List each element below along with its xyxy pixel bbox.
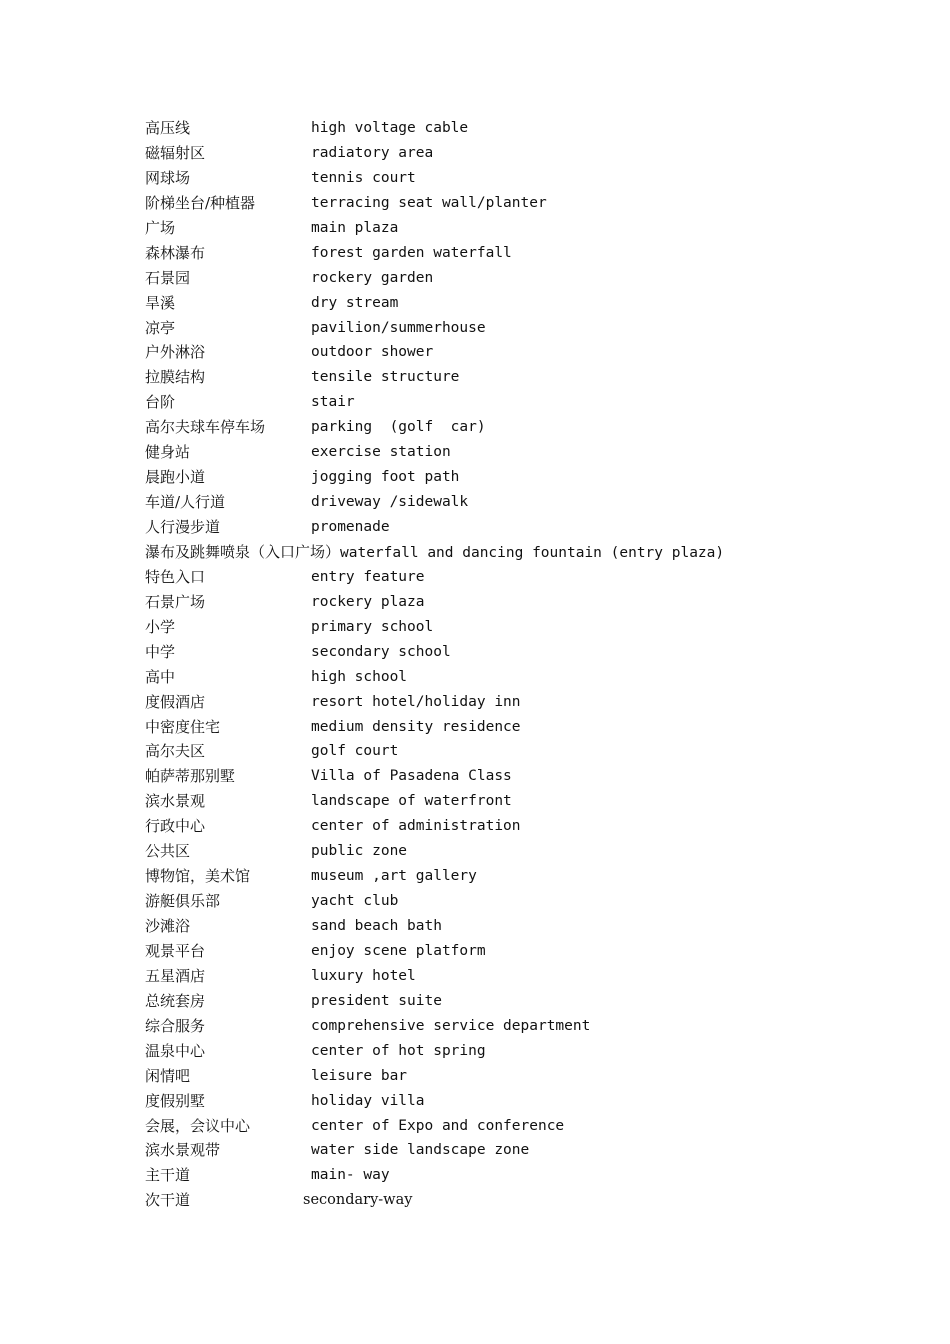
english-term: rockery garden bbox=[311, 269, 434, 286]
english-term: comprehensive service department bbox=[311, 1017, 591, 1034]
chinese-term: 帕萨蒂那别墅 bbox=[145, 767, 236, 786]
chinese-term: 度假别墅 bbox=[145, 1091, 206, 1110]
english-term: pavilion/summerhouse bbox=[311, 319, 486, 336]
chinese-term: 旱溪 bbox=[145, 293, 176, 312]
chinese-term: 台阶 bbox=[145, 393, 176, 412]
english-term: exercise station bbox=[311, 444, 451, 461]
chinese-term: 瀑布及跳舞喷泉（入口广场） bbox=[145, 542, 341, 561]
glossary-row bbox=[145, 889, 935, 914]
glossary-row bbox=[145, 914, 935, 939]
english-term: driveway /sidewalk bbox=[311, 494, 469, 511]
chinese-term: 总统套房 bbox=[145, 991, 206, 1010]
chinese-term: 网球场 bbox=[145, 168, 191, 187]
chinese-term: 健身站 bbox=[145, 443, 191, 462]
glossary-row bbox=[145, 739, 935, 764]
glossary-row bbox=[145, 789, 935, 814]
english-term: rockery plaza bbox=[311, 593, 425, 610]
glossary-row bbox=[145, 715, 935, 740]
english-term: sand beach bath bbox=[311, 918, 442, 934]
english-term: luxury hotel bbox=[311, 967, 416, 984]
glossary-row bbox=[145, 814, 935, 839]
english-term: yacht club bbox=[311, 893, 399, 910]
glossary-row bbox=[145, 764, 935, 789]
english-term: resort hotel/holiday inn bbox=[311, 693, 521, 710]
glossary-row bbox=[145, 540, 935, 565]
chinese-term: 特色入口 bbox=[145, 567, 206, 586]
chinese-term: 人行漫步道 bbox=[145, 518, 221, 536]
chinese-term: 五星酒店 bbox=[145, 966, 206, 985]
glossary-row bbox=[145, 665, 935, 690]
english-term: parking (golf car) bbox=[311, 419, 486, 436]
chinese-term: 游艇俱乐部 bbox=[145, 892, 221, 911]
chinese-term: 行政中心 bbox=[145, 817, 206, 836]
glossary-row bbox=[145, 615, 935, 640]
glossary-row bbox=[145, 291, 935, 316]
english-term: Villa of Pasadena Class bbox=[311, 768, 512, 785]
chinese-term: 会展，会议中心 bbox=[145, 1116, 251, 1135]
chinese-term: 阶梯坐台/种植器 bbox=[145, 193, 256, 212]
chinese-term: 次干道 bbox=[145, 1191, 191, 1210]
glossary-row bbox=[145, 141, 935, 166]
english-term: water side landscape zone bbox=[311, 1142, 530, 1159]
glossary-row bbox=[145, 590, 935, 615]
english-term: medium density residence bbox=[311, 718, 521, 735]
glossary-row bbox=[145, 565, 935, 590]
english-term: waterfall and dancing fountain (entry plaza) bbox=[340, 544, 725, 561]
english-term: forest garden waterfall bbox=[311, 244, 512, 261]
english-term: outdoor shower bbox=[311, 344, 434, 361]
glossary-row bbox=[145, 864, 935, 889]
glossary-row bbox=[145, 989, 935, 1014]
glossary-list bbox=[145, 116, 935, 1213]
chinese-term: 车道/人行道 bbox=[145, 493, 226, 512]
glossary-row bbox=[145, 839, 935, 864]
glossary-row bbox=[145, 690, 935, 715]
glossary-row bbox=[145, 1163, 935, 1188]
english-term: tensile structure bbox=[311, 369, 460, 386]
chinese-term: 高压线 bbox=[145, 119, 191, 137]
glossary-row bbox=[145, 316, 935, 341]
glossary-row bbox=[145, 340, 935, 365]
english-term: golf court bbox=[311, 743, 399, 760]
english-term: public zone bbox=[311, 843, 408, 860]
glossary-row bbox=[145, 415, 935, 440]
glossary-row bbox=[145, 1014, 935, 1039]
chinese-term: 森林瀑布 bbox=[145, 243, 206, 262]
chinese-term: 石景广场 bbox=[145, 592, 206, 611]
chinese-term: 滨水景观 bbox=[145, 792, 206, 811]
english-term: jogging foot path bbox=[311, 469, 460, 486]
chinese-term: 综合服务 bbox=[145, 1016, 206, 1035]
chinese-term: 户外淋浴 bbox=[145, 343, 206, 362]
glossary-row bbox=[145, 1039, 935, 1064]
glossary-row bbox=[145, 490, 935, 515]
chinese-term: 沙滩浴 bbox=[145, 917, 191, 935]
english-term: holiday villa bbox=[311, 1092, 425, 1109]
glossary-row bbox=[145, 266, 935, 291]
glossary-row bbox=[145, 1188, 935, 1213]
english-term: president suite bbox=[311, 992, 442, 1009]
glossary-row bbox=[145, 191, 935, 216]
english-term: secondary-way bbox=[303, 1192, 413, 1209]
glossary-row bbox=[145, 365, 935, 390]
english-term: tennis court bbox=[311, 169, 416, 186]
glossary-row bbox=[145, 390, 935, 415]
english-term: leisure bar bbox=[311, 1067, 408, 1084]
glossary-row bbox=[145, 1114, 935, 1139]
chinese-term: 闲情吧 bbox=[145, 1066, 191, 1085]
glossary-row bbox=[145, 939, 935, 964]
glossary-row bbox=[145, 241, 935, 266]
glossary-row bbox=[145, 116, 935, 141]
chinese-term: 小学 bbox=[145, 617, 176, 636]
english-term: museum ,art gallery bbox=[311, 868, 477, 885]
english-term: main- way bbox=[311, 1167, 390, 1184]
english-term: radiatory area bbox=[311, 144, 434, 161]
chinese-term: 公共区 bbox=[145, 842, 191, 861]
chinese-term: 高尔夫球车停车场 bbox=[145, 418, 266, 437]
english-term: high voltage cable bbox=[311, 120, 469, 136]
chinese-term: 高中 bbox=[145, 667, 176, 686]
chinese-term: 度假酒店 bbox=[145, 692, 206, 711]
english-term: secondary school bbox=[311, 643, 451, 660]
english-term: promenade bbox=[311, 519, 390, 535]
glossary-row bbox=[145, 1089, 935, 1114]
english-term: center of hot spring bbox=[311, 1042, 486, 1059]
chinese-term: 观景平台 bbox=[145, 941, 206, 960]
english-term: terracing seat wall/planter bbox=[311, 194, 547, 211]
glossary-row bbox=[145, 1064, 935, 1089]
glossary-row bbox=[145, 964, 935, 989]
english-term: landscape of waterfront bbox=[311, 793, 512, 810]
chinese-term: 高尔夫区 bbox=[145, 742, 206, 761]
english-term: stair bbox=[311, 394, 355, 411]
glossary-row bbox=[145, 1138, 935, 1163]
english-term: dry stream bbox=[311, 294, 399, 311]
english-term: high school bbox=[311, 668, 408, 685]
chinese-term: 磁辐射区 bbox=[145, 143, 206, 162]
english-term: center of administration bbox=[311, 818, 521, 835]
english-term: main plaza bbox=[311, 219, 399, 236]
chinese-term: 博物馆，美术馆 bbox=[145, 867, 251, 886]
english-term: enjoy scene platform bbox=[311, 942, 486, 959]
english-term: entry feature bbox=[311, 568, 425, 585]
chinese-term: 滨水景观带 bbox=[145, 1141, 221, 1160]
chinese-term: 温泉中心 bbox=[145, 1041, 206, 1060]
glossary-row bbox=[145, 640, 935, 665]
chinese-term: 石景园 bbox=[145, 268, 191, 287]
chinese-term: 主干道 bbox=[145, 1166, 191, 1185]
chinese-term: 中密度住宅 bbox=[145, 717, 221, 736]
glossary-row bbox=[145, 465, 935, 490]
glossary-row bbox=[145, 166, 935, 191]
glossary-row bbox=[145, 440, 935, 465]
chinese-term: 广场 bbox=[145, 218, 176, 237]
glossary-row bbox=[145, 216, 935, 241]
chinese-term: 凉亭 bbox=[145, 318, 176, 337]
chinese-term: 晨跑小道 bbox=[145, 468, 206, 487]
chinese-term: 中学 bbox=[145, 642, 176, 661]
glossary-row bbox=[145, 515, 935, 540]
english-term: primary school bbox=[311, 618, 434, 635]
english-term: center of Expo and conference bbox=[311, 1117, 565, 1134]
chinese-term: 拉膜结构 bbox=[145, 368, 206, 387]
